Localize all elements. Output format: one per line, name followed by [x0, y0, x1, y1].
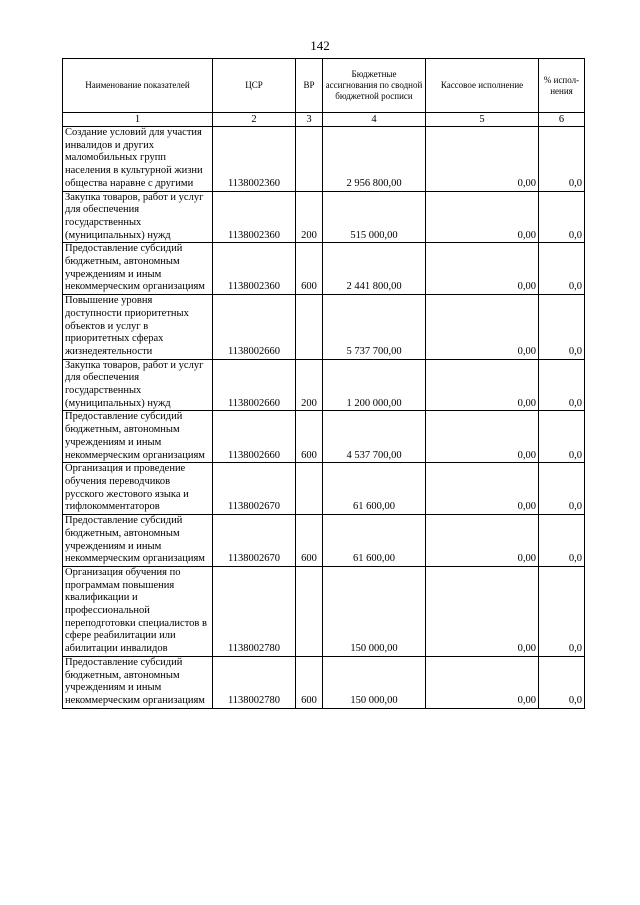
row-pct: 0,0	[539, 515, 585, 567]
header-row	[63, 59, 585, 113]
table-body	[63, 127, 585, 709]
row-name: Организация и проведение обучения переводчиков русского жестового языка и тифлокомментаторов	[63, 463, 213, 515]
row-assigned: 1 200 000,00	[323, 359, 426, 411]
row-vr	[296, 566, 323, 656]
row-csr: 1138002780	[213, 656, 296, 708]
row-name: Создание условий для участия инвалидов и других маломобильных групп населения в культурной жизни общества наравне с другими	[63, 127, 213, 192]
row-cash: 0,00	[426, 243, 539, 295]
column-number: 4	[323, 113, 426, 127]
column-number: 3	[296, 113, 323, 127]
row-assigned: 515 000,00	[323, 191, 426, 243]
column-number: 5	[426, 113, 539, 127]
row-vr	[296, 295, 323, 360]
row-csr: 1138002360	[213, 127, 296, 192]
table-row	[63, 566, 585, 656]
table-row	[63, 411, 585, 463]
row-pct: 0,0	[539, 243, 585, 295]
row-csr: 1138002660	[213, 295, 296, 360]
row-pct: 0,0	[539, 191, 585, 243]
row-name: Повышение уровня доступности приоритетных объектов и услуг в приоритетных сферах жизнедеятельности	[63, 295, 213, 360]
table-row	[63, 295, 585, 360]
header-pct: % испол-нения	[539, 59, 585, 113]
row-pct: 0,0	[539, 127, 585, 192]
row-cash: 0,00	[426, 463, 539, 515]
budget-execution-table	[62, 58, 585, 709]
row-cash: 0,00	[426, 191, 539, 243]
row-assigned: 61 600,00	[323, 515, 426, 567]
column-number: 6	[539, 113, 585, 127]
row-assigned: 61 600,00	[323, 463, 426, 515]
table-row	[63, 359, 585, 411]
row-csr: 1138002360	[213, 191, 296, 243]
row-csr: 1138002670	[213, 515, 296, 567]
table-row	[63, 463, 585, 515]
page-number: 142	[310, 38, 330, 53]
row-vr	[296, 127, 323, 192]
row-cash: 0,00	[426, 411, 539, 463]
header-name: Наименование показателей	[63, 59, 213, 113]
row-cash: 0,00	[426, 566, 539, 656]
row-name: Предоставление субсидий бюджетным, автономным учреждениям и иным некоммерческим организациям	[63, 656, 213, 708]
table-row	[63, 515, 585, 567]
row-pct: 0,0	[539, 359, 585, 411]
row-name: Предоставление субсидий бюджетным, автономным учреждениям и иным некоммерческим организациям	[63, 411, 213, 463]
header-csr: ЦСР	[213, 59, 296, 113]
row-pct: 0,0	[539, 411, 585, 463]
row-csr: 1138002660	[213, 359, 296, 411]
column-number-row	[63, 113, 585, 127]
row-cash: 0,00	[426, 656, 539, 708]
row-assigned: 150 000,00	[323, 656, 426, 708]
row-vr: 600	[296, 656, 323, 708]
column-number: 2	[213, 113, 296, 127]
row-name: Организация обучения по программам повышения квалификации и профессиональной переподготовки специалистов в сфере реабилитации или абилитации инвалидов	[63, 566, 213, 656]
table-row	[63, 243, 585, 295]
row-vr	[296, 463, 323, 515]
row-vr: 600	[296, 515, 323, 567]
table-row	[63, 127, 585, 192]
row-cash: 0,00	[426, 295, 539, 360]
row-csr: 1138002660	[213, 411, 296, 463]
row-vr: 600	[296, 411, 323, 463]
row-csr: 1138002780	[213, 566, 296, 656]
row-csr: 1138002360	[213, 243, 296, 295]
row-vr: 200	[296, 191, 323, 243]
row-assigned: 5 737 700,00	[323, 295, 426, 360]
row-pct: 0,0	[539, 463, 585, 515]
header-vr: ВР	[296, 59, 323, 113]
row-name: Предоставление субсидий бюджетным, автономным учреждениям и иным некоммерческим организациям	[63, 243, 213, 295]
row-name: Закупка товаров, работ и услуг для обеспечения государственных (муниципальных) нужд	[63, 359, 213, 411]
row-pct: 0,0	[539, 566, 585, 656]
row-pct: 0,0	[539, 295, 585, 360]
row-assigned: 150 000,00	[323, 566, 426, 656]
column-number: 1	[63, 113, 213, 127]
row-csr: 1138002670	[213, 463, 296, 515]
table-row	[63, 656, 585, 708]
row-assigned: 4 537 700,00	[323, 411, 426, 463]
table-row	[63, 191, 585, 243]
row-assigned: 2 956 800,00	[323, 127, 426, 192]
row-cash: 0,00	[426, 515, 539, 567]
row-assigned: 2 441 800,00	[323, 243, 426, 295]
row-pct: 0,0	[539, 656, 585, 708]
row-name: Закупка товаров, работ и услуг для обеспечения государственных (муниципальных) нужд	[63, 191, 213, 243]
header-assigned: Бюджетные ассигнования по сводной бюджетной росписи	[323, 59, 426, 113]
header-cash: Кассовое исполнение	[426, 59, 539, 113]
row-vr: 200	[296, 359, 323, 411]
row-cash: 0,00	[426, 359, 539, 411]
row-cash: 0,00	[426, 127, 539, 192]
row-name: Предоставление субсидий бюджетным, автономным учреждениям и иным некоммерческим организациям	[63, 515, 213, 567]
row-vr: 600	[296, 243, 323, 295]
